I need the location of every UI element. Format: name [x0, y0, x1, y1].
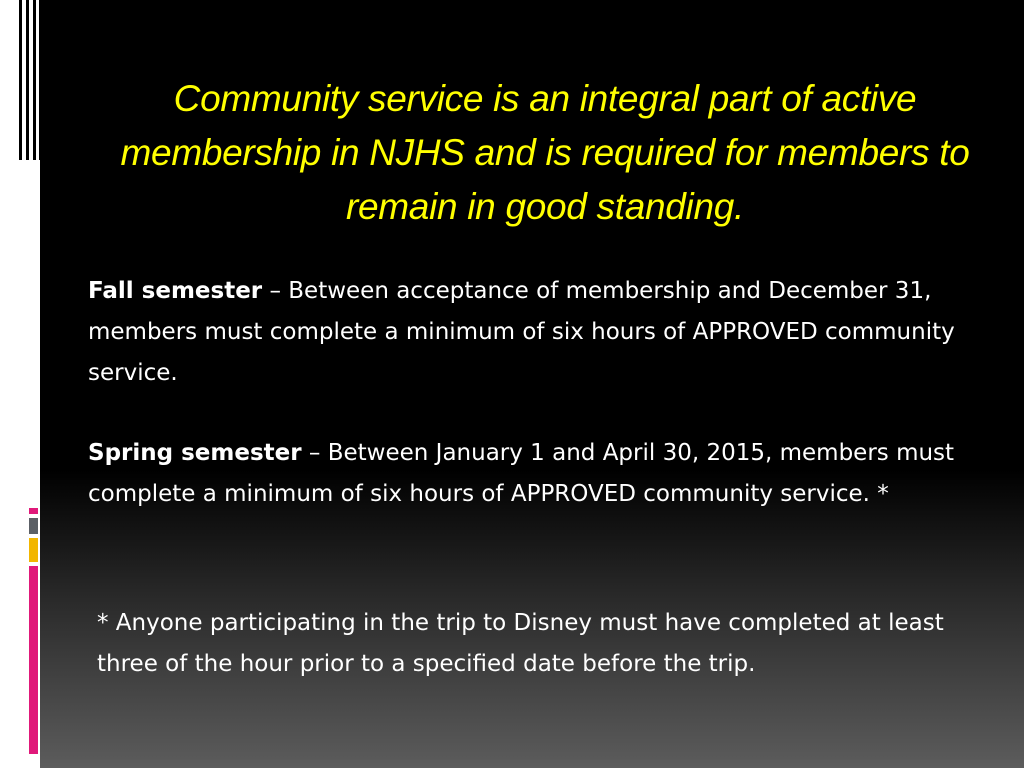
accent-pink-small — [29, 508, 38, 514]
accent-yellow — [29, 538, 38, 562]
fall-semester-label: Fall semester — [88, 278, 263, 304]
fall-semester-paragraph — [88, 271, 988, 394]
spring-semester-paragraph — [88, 433, 988, 515]
disney-trip-note: * Anyone participating in the trip to Disney must have completed at least three of the hour prior to a specified date before the trip. — [97, 610, 944, 677]
fall-semester-text: – Between acceptance of membership and December 31, members must complete a minimum of six hours of APPROVED community service. — [88, 278, 955, 386]
accent-gray — [29, 518, 38, 534]
decor-bar — [39, 0, 43, 160]
slide-title: Community service is an integral part of active membership in NJHS and is required for members to remain in good standing. — [120, 78, 970, 227]
decor-bar — [33, 0, 36, 160]
accent-pink-tall — [29, 566, 38, 754]
decor-bar — [26, 0, 29, 160]
decor-bar — [19, 0, 22, 160]
spring-semester-label: Spring semester — [88, 440, 302, 466]
spring-semester-text: – Between January 1 and April 30, 2015, members must complete a minimum of six hours of APPROVED community service. * — [88, 440, 955, 507]
decorative-bars — [19, 0, 43, 160]
